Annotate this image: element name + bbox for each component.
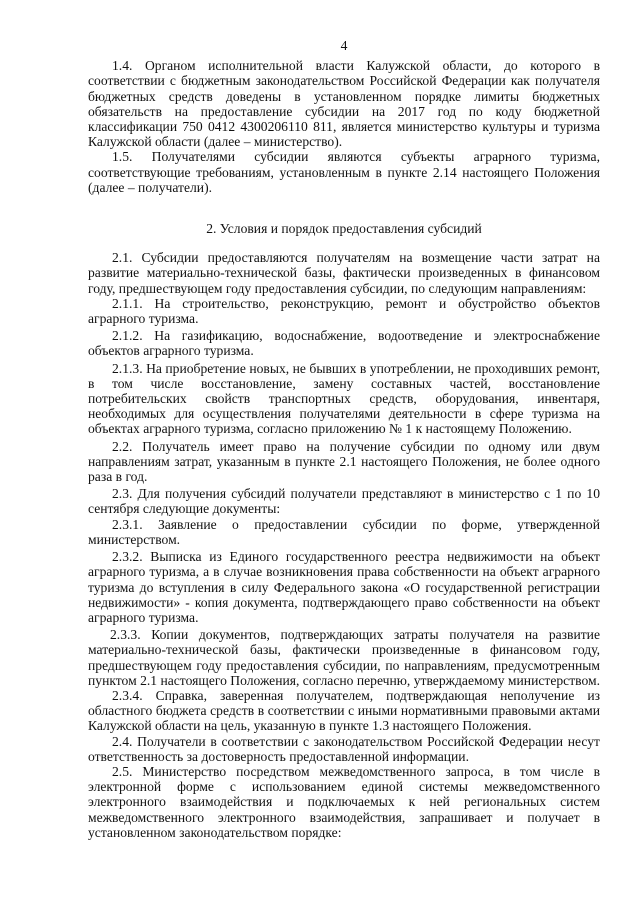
paragraph-1-4: 1.4. Органом исполнительной власти Калужской области, до которого в соответствии с бюджетным законодательством Российской Федерации как получателя бюджетных средств доведены в установленном порядке лимиты бюджетных обязательств на предоставление субсидии на 2017 год по коду бюджетной классификации 750 0412 4300206110 811, является министерство культуры и туризма Калужской области (далее – министерство). — [88, 58, 600, 150]
paragraph-2-3-4: 2.3.4. Справка, заверенная получателем, подтверждающая неполучение из областного бюджета средств в соответствии с иными нормативными правовыми актами Калужской области на цель, указанную в пункте 1.3 настоящего Положения. — [88, 687, 600, 734]
section-heading: 2. Условия и порядок предоставления субсидий — [206, 221, 482, 237]
paragraph-2-1-1: 2.1.1. На строительство, реконструкцию, ремонт и обустройство объектов аграрного туризма. — [88, 295, 600, 327]
paragraph-2-3-2: 2.3.2. Выписка из Единого государственного реестра недвижимости на объект аграрного туризма, а в случае возникновения права собственности на объект аграрного туризма до вступления в силу Федерального закона «О государственной регистрации недвижимости» - копия документа, подтверждающего право собственности на объект аграрного туризма. — [88, 549, 600, 625]
paragraph-1-5: 1.5. Получателями субсидии являются субъекты аграрного туризма, соответствующие требованиям, установленным в пункте 2.14 настоящего Положения (далее – получатели). — [88, 149, 600, 195]
paragraph-2-3: 2.3. Для получения субсидий получатели представляют в министерство с 1 по 10 сентября следующие документы: — [88, 486, 600, 517]
paragraph-2-3-3: 2.3.3. Копии документов, подтверждающих затраты получателя на развитие материально-технической базы, фактически произведенные в финансовом году, предшествующем году предоставления субсидии, по направлениям, предусмотренным пунктом 2.1 настоящего Положения, согласно перечню, утверждаемому министерством. — [88, 627, 601, 688]
paragraph-2-3-1: 2.3.1. Заявление о предоставлении субсидии по форме, утвержденной министерством. — [88, 516, 600, 547]
paragraph-2-1-3: 2.1.3. На приобретение новых, не бывших в употреблении, не проходивших ремонт, в том числе восстановление, замену составных частей, восстановление потребительских свойств транспортных средств, оборудования, инвентаря, необходимых для осуществления получателями деятельности в сфере туризма на объектах аграрного туризма, согласно приложению № 1 к настоящему Положению. — [88, 360, 600, 437]
paragraph-2-1-2: 2.1.2. На газификацию, водоснабжение, водоотведение и электроснабжение объектов аграрного туризма. — [88, 328, 600, 359]
paragraph-2-2: 2.2. Получатель имеет право на получение субсидии по одному или двум направлениям затрат, указанным в пункте 2.1 настоящего Положения, не более одного раза в год. — [88, 438, 600, 485]
page-number: 4 — [340, 38, 348, 53]
paragraph-2-5: 2.5. Министерство посредством межведомственного запроса, в том числе в электронной форме с использованием единой системы межведомственного электронного взаимодействия и подключаемых к ней региональных систем межведомственного электронного взаимодействия, запрашивает и получает в установленном законодательством порядке: — [88, 763, 600, 840]
paragraph-2-1: 2.1. Субсидии предоставляются получателям на возмещение части затрат на развитие материально-технической базы, фактически произведенных в финансовом году, предшествующем году предоставления субсидии, по следующим направлениям: — [88, 250, 600, 296]
paragraph-2-4: 2.4. Получатели в соответствии с законодательством Российской Федерации несут ответственность за достоверность предоставленной информации. — [88, 733, 600, 764]
